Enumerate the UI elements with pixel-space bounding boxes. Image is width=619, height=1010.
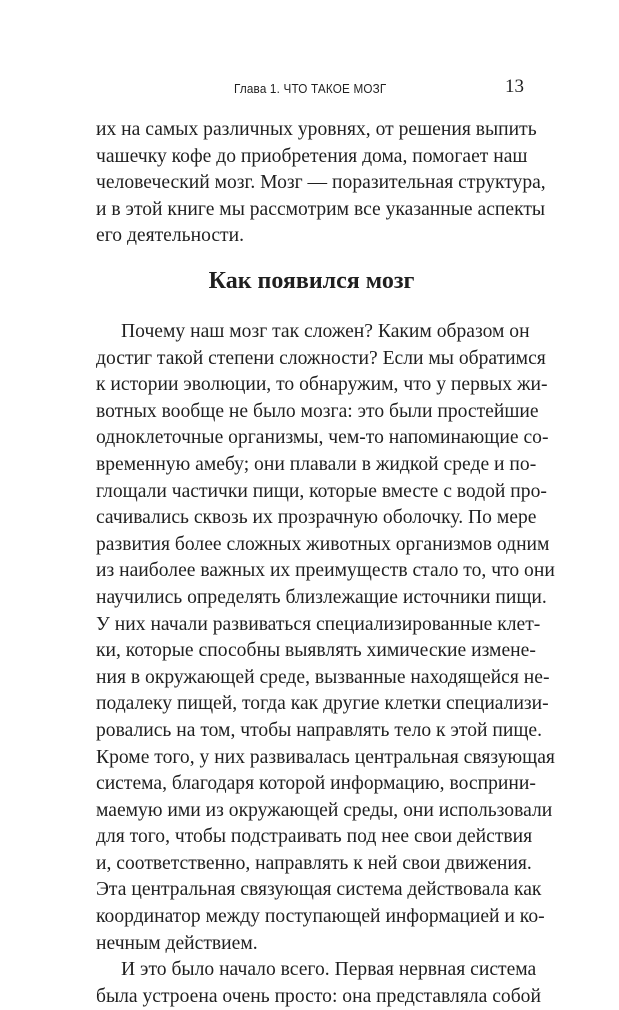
text-line: Кроме того, у них развивалась центральная связующая — [96, 746, 555, 768]
text-line: У них начали развиваться специализированные клет- — [96, 613, 541, 635]
text-line: Эта центральная связующая система действовала как — [96, 879, 542, 901]
text-line: достиг такой степени сложности? Если мы обратимся — [96, 347, 546, 369]
text-line: ки, которые способны выявлять химические измене- — [96, 640, 536, 662]
text-line: для того, чтобы подстраивать под нее свои действия — [96, 826, 533, 848]
text-line: система, благодаря которой информацию, восприни- — [96, 773, 536, 795]
running-head — [206, 76, 524, 100]
text-line: ния в окружающей среде, вызванные находящейся не- — [96, 666, 550, 688]
text-line: чашечку кофе до приобретения дома, помогает наш — [96, 145, 528, 167]
paragraph-1 — [96, 117, 546, 250]
text-line: сачивались сквозь их прозрачную оболочку. По мере — [96, 507, 537, 529]
text-line: Почему наш мозг так сложен? Каким образом он — [121, 321, 530, 342]
text-line: и, соответственно, направлять к ней свои движения. — [96, 852, 532, 874]
text-line: подалеку пищей, тогда как другие клетки специализи- — [96, 693, 549, 715]
text-line: научились определять близлежащие источники пищи. — [96, 586, 547, 608]
page-number: 13 — [505, 76, 524, 97]
text-line: к истории эволюции, то обнаружим, что у первых жи- — [96, 374, 548, 396]
text-line: нечным действием. — [96, 932, 258, 954]
text-line: вотных вообще не было мозга: это были простейшие — [96, 400, 539, 422]
text-line: временную амебу; они плавали в жидкой среде и по- — [96, 453, 537, 475]
chapter-title: Глава 1. ЧТО ТАКОЕ МОЗГ — [234, 81, 387, 96]
text-line: человеческий мозг. Мозг — поразительная структура, — [96, 172, 546, 194]
section-heading: Как появился мозг — [208, 268, 415, 294]
text-line: координатор между поступающей информацией и ко- — [96, 906, 545, 928]
text-line: глощали частички пищи, которые вместе с водой про- — [96, 480, 547, 502]
text-line: его деятельности. — [96, 225, 245, 247]
text-line: одноклеточные организмы, чем-то напоминающие со- — [96, 427, 549, 449]
text-line: из наиболее важных их преимуществ стало то, что они — [96, 560, 555, 582]
paragraph-2 — [96, 319, 555, 1010]
text-line: И это было начало всего. Первая нервная система — [121, 959, 537, 981]
text-line: ровались на том, чтобы направлять тело к этой пище. — [96, 719, 543, 741]
text-line: развития более сложных животных организмов одним — [96, 533, 550, 555]
text-line: и в этой книге мы рассмотрим все указанные аспекты — [96, 198, 546, 220]
text-line: была устроена очень просто: она представляла собой — [96, 985, 541, 1007]
text-line: их на самых различных уровнях, от решения выпить — [96, 119, 537, 140]
text-line: маемую ими из окружающей среды, они использовали — [96, 799, 553, 821]
